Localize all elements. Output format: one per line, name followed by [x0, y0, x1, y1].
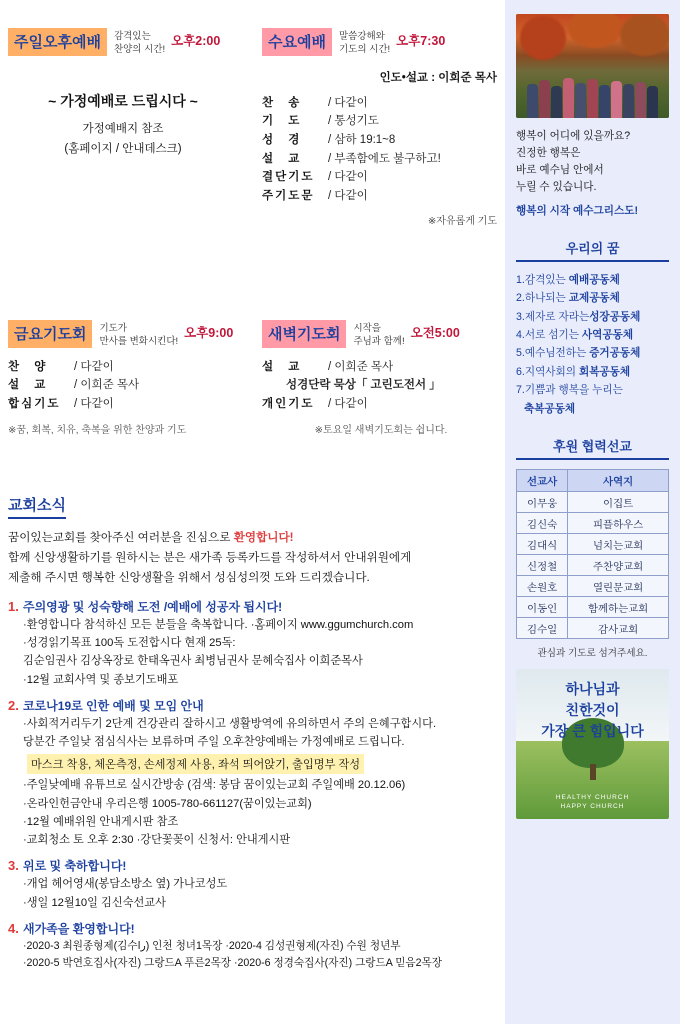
- poster-trunk: [590, 764, 596, 780]
- intro-highlight: 환영합니다!: [233, 531, 294, 544]
- news-item-number: 1.: [8, 598, 19, 614]
- caption-line: 진정한 행복은: [516, 147, 581, 160]
- poster-line-2: 친한것이: [565, 702, 620, 719]
- news-item-line: ·온라인헌금안내 우리은행 1005-780-661127(꿈이있는교회): [23, 797, 312, 810]
- order-label: 성 경: [262, 133, 306, 146]
- order-value: / 다같이: [328, 96, 368, 109]
- table-header-row: [517, 470, 669, 492]
- intro-line-1: 꿈이있는교회를 찾아주신 여러분을 진심으로: [8, 531, 234, 544]
- order-row: [262, 112, 497, 131]
- service-subtitle: 시작을 주님과 함께!: [353, 323, 405, 347]
- service-block-friday: [8, 320, 243, 436]
- cell-field: 감사교회: [568, 618, 669, 639]
- news-item-line: 김순임권사 김상옥장로 한태옥권사 최병님권사 문혜숙집사 이희준목사: [23, 655, 363, 668]
- order-value: / 이희준 목사: [328, 360, 394, 373]
- cell-field: 함께하는교회: [568, 597, 669, 618]
- news-item-line: ·교회청소 토 오후 2:30 ·강단꽃꽂이 신청서: 안내게시판: [23, 833, 291, 846]
- service-footnote: ※토요일 새벽기도회는 쉽니다.: [314, 424, 448, 436]
- news-item-line: ·주일낮예배 유튜브로 실시간방송 (검색: 봉담 꿈이있는교회 주일예배 20.12.06): [23, 779, 406, 792]
- order-value: / 통성기도: [328, 115, 379, 128]
- service-time: 오전5:00: [410, 326, 460, 340]
- order-value: / 다같이: [328, 189, 368, 202]
- home-worship-line-1: ~ 가정예배로 드립시다 ~: [48, 92, 198, 109]
- church-news-title: 교회소식: [8, 494, 66, 519]
- service-time: 오후7:30: [396, 34, 446, 48]
- table-header-field: 사역지: [568, 470, 669, 492]
- dream-number: 1.: [516, 273, 525, 286]
- mission-note: 관심과 기도로 섬겨주세요.: [537, 648, 648, 660]
- caption-line: 행복이 어디에 있을까요?: [516, 130, 631, 142]
- table-row: [517, 597, 669, 618]
- mission-support-title: 후원 협력선교: [516, 436, 669, 460]
- photo-caption: [516, 128, 669, 220]
- order-row: [262, 376, 500, 395]
- dream-item: [516, 308, 669, 326]
- order-row: [8, 376, 243, 395]
- sidebar: [505, 0, 680, 1024]
- dream-text: 예수님전하는: [524, 347, 590, 360]
- order-label: 설 교: [262, 152, 306, 165]
- order-value: / 이희준 목사: [74, 379, 140, 392]
- dream-item: [516, 326, 669, 344]
- table-row: [517, 618, 669, 639]
- cell-missionary: 이동인: [517, 597, 568, 618]
- order-value: 성경단락 묵상「 고린도전서 」: [286, 379, 441, 392]
- news-item-line: ·사회적거리두기 2단계 건강관리 잘하시고 생활방역에 유의하면서 주의 은혜구합시다.: [23, 718, 437, 731]
- cell-missionary: 김대식: [517, 534, 568, 555]
- news-item-body: [23, 921, 504, 973]
- service-header: [262, 28, 497, 57]
- news-item-body: [23, 858, 504, 912]
- photo-person: [635, 82, 646, 118]
- order-row: [262, 150, 497, 169]
- service-order: [262, 358, 500, 414]
- dream-item: [516, 381, 669, 418]
- intro-line-2: 함께 신앙생활하기를 원하시는 분은 새가족 등록카드를 작성하셔서 안내위원에게: [8, 550, 412, 564]
- news-item-body: [23, 599, 504, 689]
- poster-text: [516, 679, 669, 742]
- dream-text: 지역사회의: [524, 365, 579, 378]
- order-label: 결단기도: [262, 171, 315, 184]
- photo-tree: [520, 16, 566, 60]
- order-row: [262, 187, 497, 206]
- cell-missionary: 손원호: [517, 576, 568, 597]
- church-news-intro: [8, 528, 504, 588]
- photo-person: [563, 78, 574, 118]
- dream-text: 하나되는: [524, 292, 569, 305]
- service-order: [8, 358, 243, 414]
- service-title: 수요예배: [262, 28, 332, 56]
- our-dream-list: [516, 271, 669, 418]
- cell-missionary: 김수일: [517, 618, 568, 639]
- cell-field: 넘치는교회: [568, 534, 669, 555]
- congregation-photo: [516, 14, 669, 118]
- caption-line: 바로 예수님 안에서: [516, 164, 604, 177]
- news-item-line: ·2020-5 박연호집사(자진) 그랑드A 푸른2목장 ·2020-6 정경숙집사(자진) 그랑드A 믿음2목장: [23, 957, 443, 970]
- service-title: 주일오후예배: [8, 28, 107, 56]
- order-value: / 다같이: [328, 171, 368, 184]
- photo-person: [539, 80, 550, 118]
- dream-item: [516, 289, 669, 307]
- news-item-number: 3.: [8, 858, 19, 873]
- caption-line: 누릴 수 있습니다.: [516, 181, 597, 194]
- dream-item: [516, 344, 669, 362]
- photo-people-group: [516, 70, 669, 118]
- cell-field: 피플하우스: [568, 513, 669, 534]
- dream-bold: 교제공동체: [568, 292, 620, 305]
- table-row: [517, 492, 669, 513]
- photo-person: [527, 84, 538, 118]
- church-news-list: [8, 599, 504, 973]
- news-item-line: ·개업 헤어영새(봉담소방소 옆) 가나코성도: [23, 878, 228, 891]
- cell-field: 열린문교회: [568, 576, 669, 597]
- order-row: [8, 358, 243, 377]
- cell-missionary: 신정철: [517, 555, 568, 576]
- service-header: [8, 28, 238, 57]
- order-row: [262, 358, 500, 377]
- table-row: [517, 576, 669, 597]
- mission-table: [516, 469, 669, 639]
- service-header: [8, 320, 243, 349]
- dream-number: 5.: [516, 347, 525, 360]
- news-item-line: ·12월 교회사역 및 종보기도배포: [23, 673, 179, 686]
- order-value: / 다같이: [74, 397, 114, 410]
- poster-line-3: 가장 큰 힘입니다: [541, 723, 644, 740]
- news-item: [8, 858, 504, 912]
- dream-item: [516, 271, 669, 289]
- news-item-line: ·생일 12월10일 김신숙선교사: [23, 896, 166, 909]
- service-header: [262, 320, 500, 349]
- promo-poster: [516, 669, 669, 819]
- news-item-heading: 코로나19로 인한 예배 및 모임 안내: [23, 698, 204, 713]
- news-item-heading: 새가족을 환영합니다!: [23, 921, 135, 936]
- sidebar-content: [505, 0, 680, 833]
- poster-footer-line-1: HEALTHY CHURCH: [555, 793, 630, 801]
- home-worship-line-2: 가정예배지 참조: [82, 122, 164, 135]
- dream-bold: 사역공동체: [581, 329, 634, 342]
- dream-number: 3.: [516, 310, 525, 323]
- order-label: 합심기도: [8, 397, 61, 410]
- dream-text: 기쁨과 행복을 누리는: [524, 384, 623, 397]
- order-label: 설 교: [262, 360, 306, 373]
- intro-line-3: 제출해 주시면 행복한 신앙생활을 위해서 성심성의껏 도와 드리겠습니다.: [8, 570, 370, 584]
- order-row: [262, 168, 497, 187]
- order-row: [262, 131, 497, 150]
- dream-bold: 예배공동체: [568, 273, 620, 286]
- news-item-heading: 위로 및 축하합니다!: [23, 859, 127, 873]
- news-item: [8, 599, 504, 689]
- poster-footer-line-2: HAPPY CHURCH: [560, 803, 625, 811]
- news-item-line: ·환영합니다 참석하신 모든 분들을 축복합니다. ·홈페이지 www.ggumchurch.com: [23, 619, 414, 632]
- dream-number: 2.: [516, 292, 525, 305]
- photo-person: [611, 81, 622, 118]
- photo-person: [575, 83, 586, 118]
- table-row: [517, 555, 669, 576]
- service-subtitle: 감격있는 찬양의 시간!: [113, 31, 166, 55]
- news-item-line: ·성경읽기목표 100독 도전합시다 현재 25독:: [23, 637, 236, 650]
- order-label: 기 도: [262, 115, 306, 128]
- table-row: [517, 513, 669, 534]
- cell-field: 주찬양교회: [568, 555, 669, 576]
- cell-missionary: 김신숙: [517, 513, 568, 534]
- caption-emphasis: 행복의 시작 예수그리스도!: [516, 204, 638, 217]
- order-value: / 다같이: [74, 360, 114, 373]
- order-label: 찬 양: [8, 360, 52, 373]
- table-row: [517, 534, 669, 555]
- news-item: [8, 921, 504, 973]
- dream-bold: 증거공동체: [589, 347, 641, 360]
- service-block-dawn: [262, 320, 500, 436]
- cell-missionary: 이무웅: [517, 492, 568, 513]
- news-item-heading: 주의영광 및 성숙향해 도전 /예배에 성공자 됩시다!: [23, 599, 283, 614]
- order-row: [8, 395, 243, 414]
- news-item-body: [23, 698, 504, 849]
- order-label: 설 교: [8, 379, 52, 392]
- dream-number: 6.: [516, 365, 525, 378]
- service-time: 오후2:00: [171, 34, 221, 48]
- our-dream-title: 우리의 꿈: [516, 238, 669, 262]
- photo-person: [587, 79, 598, 118]
- order-value: / 삼하 19:1~8: [328, 133, 396, 146]
- service-title: 금요기도회: [8, 320, 92, 348]
- service-subtitle: 말씀강해와 기도의 시간!: [338, 31, 391, 55]
- order-row: [262, 94, 497, 113]
- service-title: 새벽기도회: [262, 320, 346, 348]
- service-subtitle: 기도가 만사를 변화시킨다!: [99, 323, 179, 347]
- service-footnote: ※자유롭게 기도: [427, 216, 497, 228]
- news-item-highlight: 마스크 착용, 체온측정, 손세정제 사용, 좌석 띄어앉기, 출입명부 작성: [27, 754, 364, 774]
- order-label: 개인기도: [262, 397, 315, 410]
- dream-number: 7.: [516, 384, 525, 397]
- photo-tree: [620, 14, 669, 56]
- photo-person: [647, 86, 658, 118]
- church-news-section: [8, 494, 504, 972]
- photo-person: [623, 84, 634, 118]
- service-block-sunday-afternoon: [8, 28, 238, 156]
- photo-person: [551, 86, 562, 118]
- poster-line-1: 하나님과: [565, 681, 620, 698]
- service-order: [262, 94, 497, 206]
- order-label: 찬 송: [262, 96, 306, 109]
- service-preacher: 인도•설교 : 이희준 목사: [379, 71, 497, 84]
- news-item-line: 당분간 주일낮 점심식사는 보류하며 주일 오후찬양예배는 가정예배로 드립니다.: [23, 736, 405, 749]
- news-item-line: ·12월 예배위원 안내게시판 참조: [23, 815, 179, 828]
- home-worship-note: [8, 91, 238, 156]
- news-item: [8, 698, 504, 849]
- order-value: / 다같이: [328, 397, 368, 410]
- service-block-wednesday: [262, 28, 497, 227]
- dream-bold: 축복공동체: [524, 402, 576, 415]
- dream-text: 감격있는: [524, 273, 569, 286]
- cell-field: 이집트: [568, 492, 669, 513]
- dream-bold: 회복공동체: [578, 365, 631, 378]
- table-header-missionary: 선교사: [517, 470, 568, 492]
- photo-person: [599, 85, 610, 118]
- home-worship-line-3: (홈페이지 / 안내데스크): [64, 142, 182, 155]
- order-row: [262, 395, 500, 414]
- order-value: / 부족함에도 불구하고!: [328, 152, 441, 165]
- poster-footer: [516, 793, 669, 813]
- news-item-number: 4.: [8, 920, 19, 936]
- dream-bold: 성장공동체: [589, 310, 641, 323]
- dream-number: 4.: [516, 329, 525, 342]
- order-label: 주기도문: [262, 189, 315, 202]
- service-time: 오후9:00: [184, 326, 234, 340]
- dream-text: 서로 섬기는: [524, 329, 582, 342]
- news-item-number: 2.: [8, 697, 19, 713]
- dream-text: 제자로 자라는: [524, 310, 590, 323]
- news-item-line: ·2020-3 최원종형제(김수را) 인천 청녀1목장 ·2020-4 김성권형제(자진) 수원 청년부: [23, 940, 401, 953]
- dream-item: [516, 363, 669, 381]
- service-footnote: ※꿈, 회복, 치유, 축복을 위한 찬양과 기도: [8, 424, 187, 436]
